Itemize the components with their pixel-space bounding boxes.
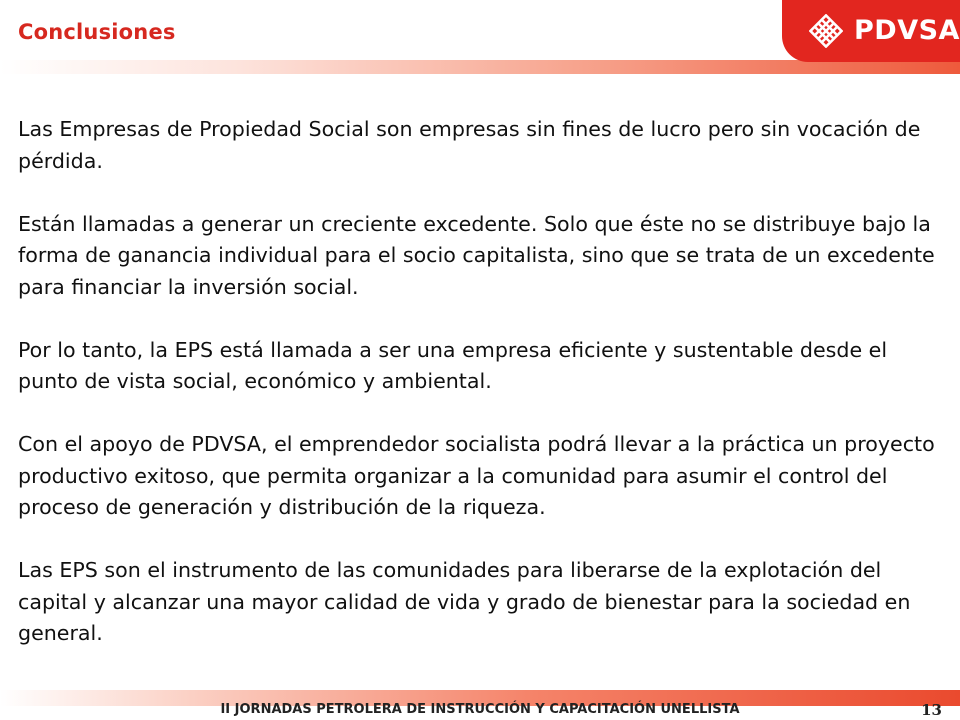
paragraph-4: Con el apoyo de PDVSA, el emprendedor socialista podrá llevar a la práctica un proyecto productivo exitoso, que permita organizar a la comunidad para asumir el control del proceso de generación y distribución de la riqueza. bbox=[18, 432, 935, 519]
paragraph-1: Las Empresas de Propiedad Social son empresas sin fines de lucro pero sin vocación de pérdida. bbox=[18, 117, 921, 173]
paragraph-2: Están llamadas a generar un creciente excedente. Solo que éste no se distribuye bajo la forma de ganancia individual para el socio capitalista, sino que se trata de un excedente para financiar la inversión social. bbox=[18, 211, 935, 299]
slide-title: Conclusiones bbox=[18, 20, 176, 44]
pdvsa-logo bbox=[782, 0, 960, 62]
slide-body bbox=[18, 114, 948, 650]
page-number: 13 bbox=[921, 701, 942, 719]
pdvsa-sun-logo-icon bbox=[809, 14, 843, 48]
paragraph-3: Por lo tanto, la EPS está llamada a ser una empresa eficiente y sustentable desde el punto de vista social, económico y ambiental. bbox=[18, 337, 888, 393]
footer-caption: II JORNADAS PETROLERA DE INSTRUCCIÓN Y CAPACITACIÓN UNELLISTA bbox=[220, 702, 740, 717]
logo-text: PDVSA bbox=[854, 15, 960, 46]
header-gradient-rule bbox=[0, 60, 960, 74]
paragraph-5: Las EPS son el instrumento de las comunidades para liberarse de la explotación del capital y alcanzar una mayor calidad de vida y grado de bienestar para la sociedad en general. bbox=[18, 558, 911, 645]
